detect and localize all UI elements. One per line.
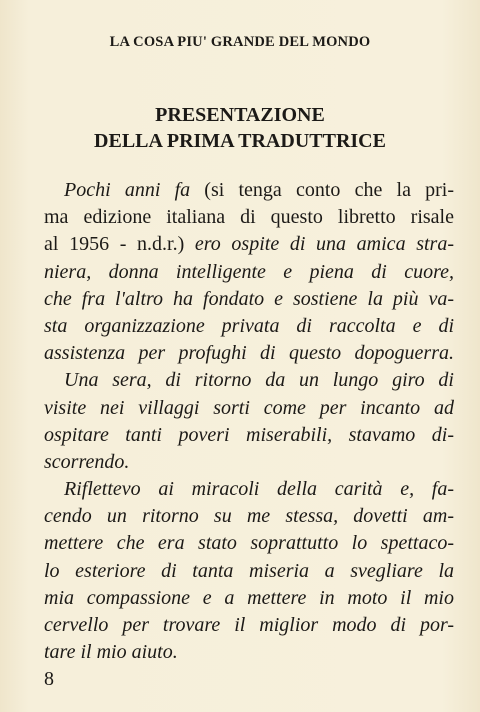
text-line: ospitare tanti poveri miserabili, stavamo di- <box>44 423 454 446</box>
text-line: assistenza per profughi di questo dopoguerra. <box>44 342 454 365</box>
running-head: LA COSA PIU' GRANDE DEL MONDO <box>109 34 371 50</box>
chapter-title <box>0 102 480 154</box>
text-line <box>44 231 454 258</box>
text-span: Pochi anni fa <box>64 179 191 201</box>
chapter-title-line-2: DELLA PRIMA TRADUTTRICE <box>94 130 386 152</box>
text-line: cervello per trovare il miglior modo di por- <box>44 614 454 636</box>
text-line: lo esteriore di tanta miseria a svegliare la <box>44 559 454 582</box>
text-line: mettere che era stato soprattutto lo spettaco- <box>44 532 454 555</box>
text-span: ero ospite di una amica stra- <box>184 233 454 256</box>
text-line: tare il mio aiuto. <box>44 641 178 664</box>
body-text <box>44 177 454 666</box>
text-line: che fra l'altro ha fondato e sostiene la più va- <box>44 287 454 310</box>
text-line: Una sera, di ritorno da un lungo giro di <box>64 369 454 392</box>
text-span: al 1956 - n.d.r.) <box>44 233 185 256</box>
text-line: cendo un ritorno su me stessa, dovetti am- <box>44 505 454 528</box>
text-line: sta organizzazione privata di raccolta e di <box>44 314 454 337</box>
text-span: (si tenga conto che la pri- <box>190 179 454 201</box>
chapter-title-line-1: PRESENTAZIONE <box>155 104 325 126</box>
text-line <box>44 177 454 204</box>
text-line: Riflettevo ai miracoli della carità e, fa- <box>64 478 454 501</box>
page-number: 8 <box>44 668 54 690</box>
text-line: mia compassione e a mettere in moto il mio <box>44 586 454 609</box>
text-line: niera, donna intelligente e piena di cuore, <box>44 260 454 283</box>
text-line: visite nei villaggi sorti come per incanto ad <box>44 396 454 419</box>
text-line: ma edizione italiana di questo libretto risale <box>44 206 454 229</box>
text-line: scorrendo. <box>44 450 130 473</box>
